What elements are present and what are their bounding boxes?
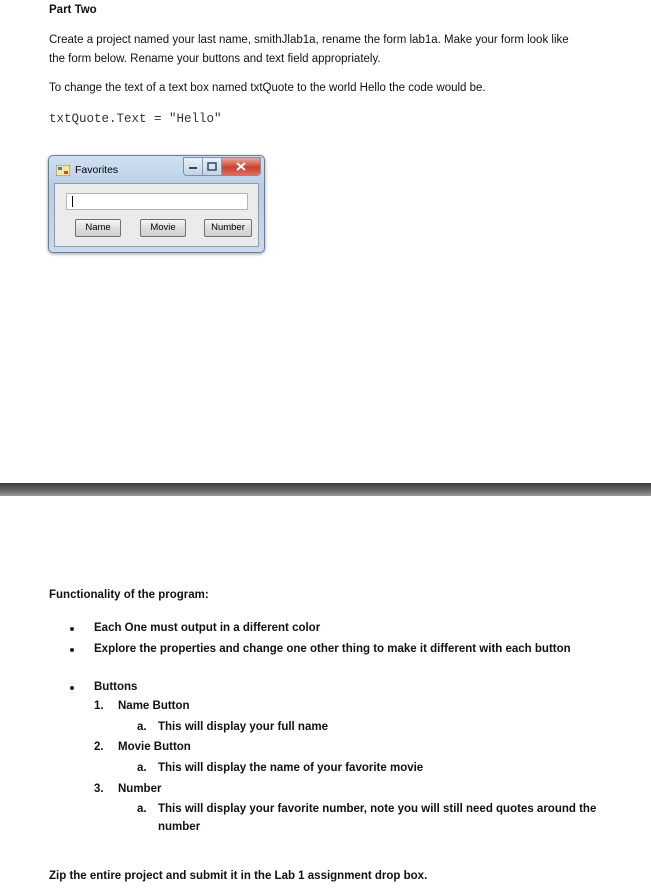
code-line: txtQuote.Text = "Hello" [49,112,222,126]
zip-instruction: Zip the entire project and submit it in the Lab 1 assignment drop box. [49,870,428,882]
bullet-2: Explore the properties and change one other thing to make it different with each button [94,643,571,655]
close-button[interactable] [222,158,260,175]
sub-letter-2: a. [137,762,147,774]
intro-line-2: the form below. Rename your buttons and text field appropriately. [49,53,381,65]
form-client-area [54,183,259,247]
part-title: Part Two [49,4,97,16]
bullet-dot [70,627,74,631]
bullet-dot [70,648,74,652]
favorites-form-window [48,155,265,253]
form-icon [56,165,70,176]
window-controls [183,157,261,176]
close-icon [236,162,246,171]
name-button[interactable]: Name [75,219,121,237]
text-caret [72,196,73,207]
bullet-3: Buttons [94,681,138,693]
minimize-icon [188,164,198,170]
sub-item-name: This will display your full name [158,721,328,733]
movie-button[interactable]: Movie [140,219,186,237]
sub-letter-1: a. [137,721,147,733]
change-text-line: To change the text of a text box named txtQuote to the world Hello the code would be. [49,82,486,94]
sub-item-number-line-1: This will display your favorite number, note you will still need quotes around the [158,803,597,815]
number-button[interactable]: Number [204,219,252,237]
list-item-movie-button: Movie Button [118,741,191,753]
bullet-1: Each One must output in a different color [94,622,321,634]
list-item-name-button: Name Button [118,700,190,712]
intro-line-1: Create a project named your last name, smithJlab1a, rename the form lab1a. Make your form look like [49,34,569,46]
bullet-dot [70,686,74,690]
quote-text-box[interactable] [66,193,248,210]
sub-item-number-line-2: number [158,821,201,833]
sub-letter-3: a. [137,803,147,815]
list-number-3: 3. [94,783,104,795]
sub-item-movie: This will display the name of your favorite movie [158,762,424,774]
functionality-heading: Functionality of the program: [49,589,209,601]
minimize-button[interactable] [184,158,203,175]
list-number-2: 2. [94,741,104,753]
list-item-number: Number [118,783,162,795]
maximize-button[interactable] [203,158,222,175]
list-number-1: 1. [94,700,104,712]
maximize-icon [207,162,217,171]
page-break [0,483,651,496]
form-title: Favorites [75,164,119,176]
